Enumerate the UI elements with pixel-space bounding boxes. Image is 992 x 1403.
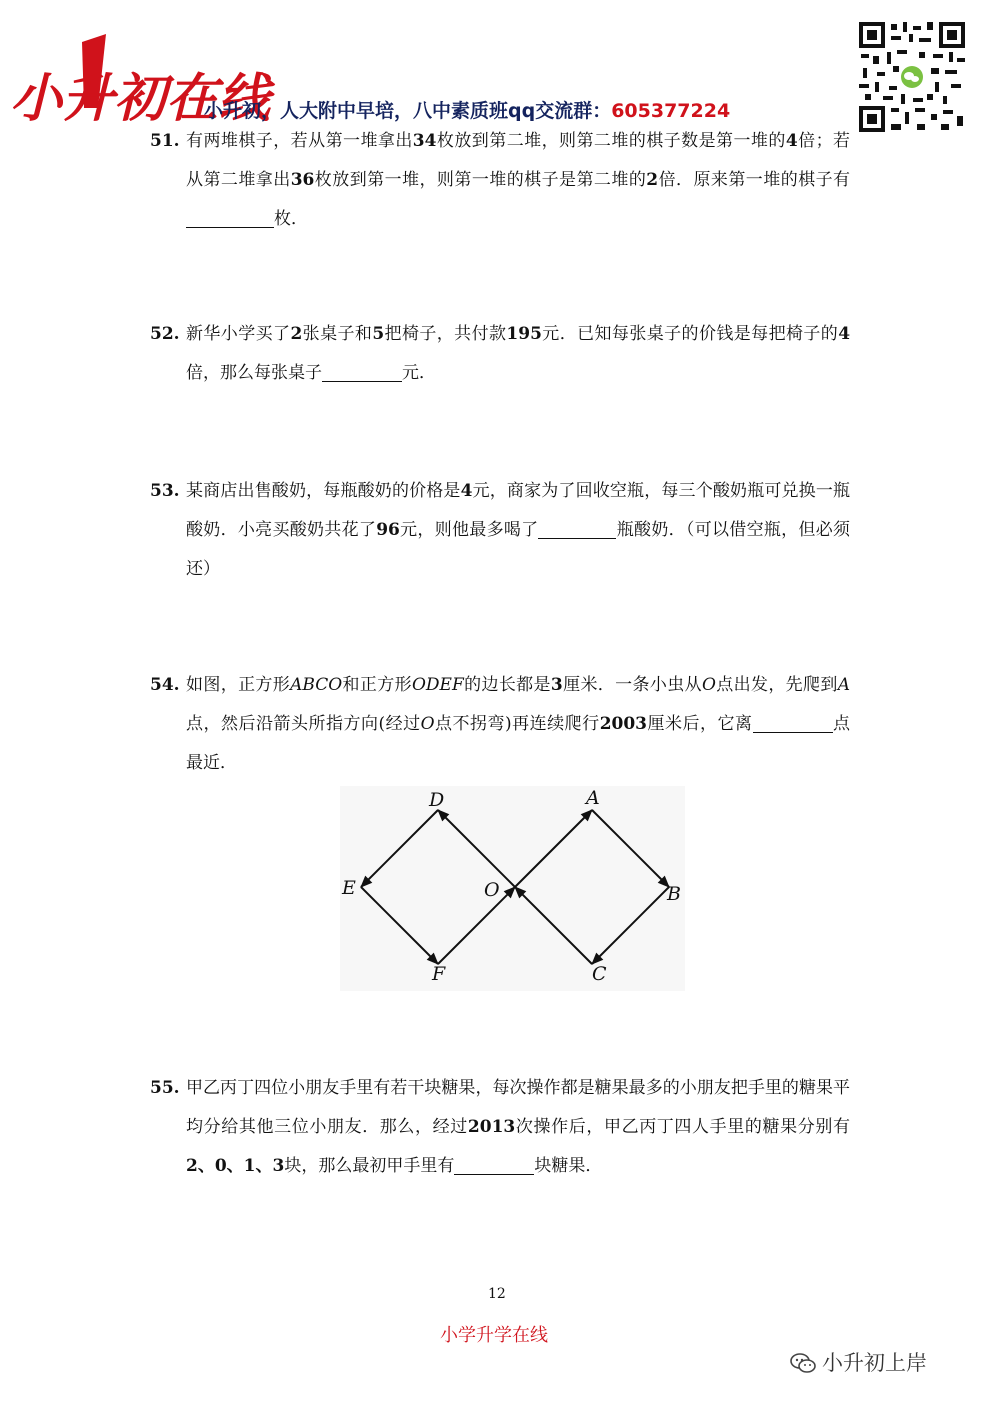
wechat-icon bbox=[790, 1352, 816, 1374]
watermark-text: 小升初上岸 bbox=[822, 1351, 927, 1375]
question-text: 如图，正方形ABCO和正方形ODEF的边长都是3厘米．一条小虫从O点出发，先爬到A点，然后沿箭头所指方向(经过O点不拐弯)再连续爬行2003厘米后，它离 点最近． bbox=[186, 675, 851, 773]
edge-B-C bbox=[592, 887, 669, 964]
logo-glyphs: 小升初在线 bbox=[10, 69, 271, 129]
question-number: 53. bbox=[150, 481, 180, 501]
qq-group-banner bbox=[204, 96, 730, 123]
edge-A-B bbox=[592, 810, 669, 887]
qr-code bbox=[857, 20, 967, 134]
page-number: 12 bbox=[488, 1286, 506, 1302]
edge-E-F bbox=[361, 887, 438, 964]
question-52 bbox=[150, 315, 850, 393]
question-number: 51. bbox=[150, 131, 180, 151]
edge-F-O bbox=[438, 887, 515, 964]
label-O: O bbox=[484, 879, 500, 901]
question-number: 54. bbox=[150, 675, 180, 695]
question-text: 有两堆棋子，若从第一堆拿出34枚放到第二堆，则第二堆的棋子数是第一堆的4倍；若从第二堆拿出36枚放到第一堆，则第一堆的棋子是第二堆的2倍．原来第一堆的棋子有枚． bbox=[186, 131, 851, 229]
question-number: 52. bbox=[150, 324, 180, 344]
answer-blank[interactable] bbox=[322, 357, 402, 382]
label-A: A bbox=[586, 787, 600, 809]
wechat-watermark bbox=[790, 1347, 927, 1377]
question-text: 新华小学买了2张桌子和5把椅子，共付款195元．已知每张桌子的价钱是每把椅子的4倍，那么每张桌子 元． bbox=[186, 324, 851, 383]
edge-O-D bbox=[438, 810, 515, 887]
edge-C-O bbox=[515, 887, 592, 964]
question-55 bbox=[150, 1069, 850, 1186]
qq-number: 605377224 bbox=[611, 100, 731, 122]
question-text: 某商店出售酸奶，每瓶酸奶的价格是4元，商家为了回收空瓶，每三个酸奶瓶可兑换一瓶酸奶．小亮买酸奶共花了96元，则他最多喝了 瓶酸奶．（可以借空瓶，但必须还） bbox=[186, 481, 851, 579]
answer-blank[interactable] bbox=[454, 1150, 534, 1175]
label-E: E bbox=[342, 877, 356, 899]
answer-blank[interactable] bbox=[186, 203, 274, 228]
label-D: D bbox=[429, 789, 445, 811]
edge-O-A bbox=[515, 810, 592, 887]
label-F: F bbox=[432, 963, 446, 985]
footer-site-name: 小学升学在线 bbox=[440, 1325, 548, 1346]
question-51 bbox=[150, 122, 850, 239]
question-54 bbox=[150, 666, 850, 783]
label-B: B bbox=[667, 883, 681, 905]
answer-blank[interactable] bbox=[538, 514, 616, 539]
squares-diagram bbox=[340, 786, 685, 991]
question-number: 55. bbox=[150, 1078, 180, 1098]
label-C: C bbox=[592, 963, 607, 985]
question-text: 甲乙丙丁四位小朋友手里有若干块糖果，每次操作都是糖果最多的小朋友把手里的糖果平均分给其他三位小朋友．那么，经过2013次操作后，甲乙丙丁四人手里的糖果分别有2、0、1、3块，那么最初甲手里有 块糖果． bbox=[186, 1078, 850, 1176]
edge-D-E bbox=[361, 810, 438, 887]
site-logo bbox=[8, 30, 271, 130]
banner-text: 小升初，人大附中早培，八中素质班qq交流群： bbox=[204, 100, 612, 122]
answer-blank[interactable] bbox=[753, 708, 833, 733]
question-53 bbox=[150, 472, 850, 589]
